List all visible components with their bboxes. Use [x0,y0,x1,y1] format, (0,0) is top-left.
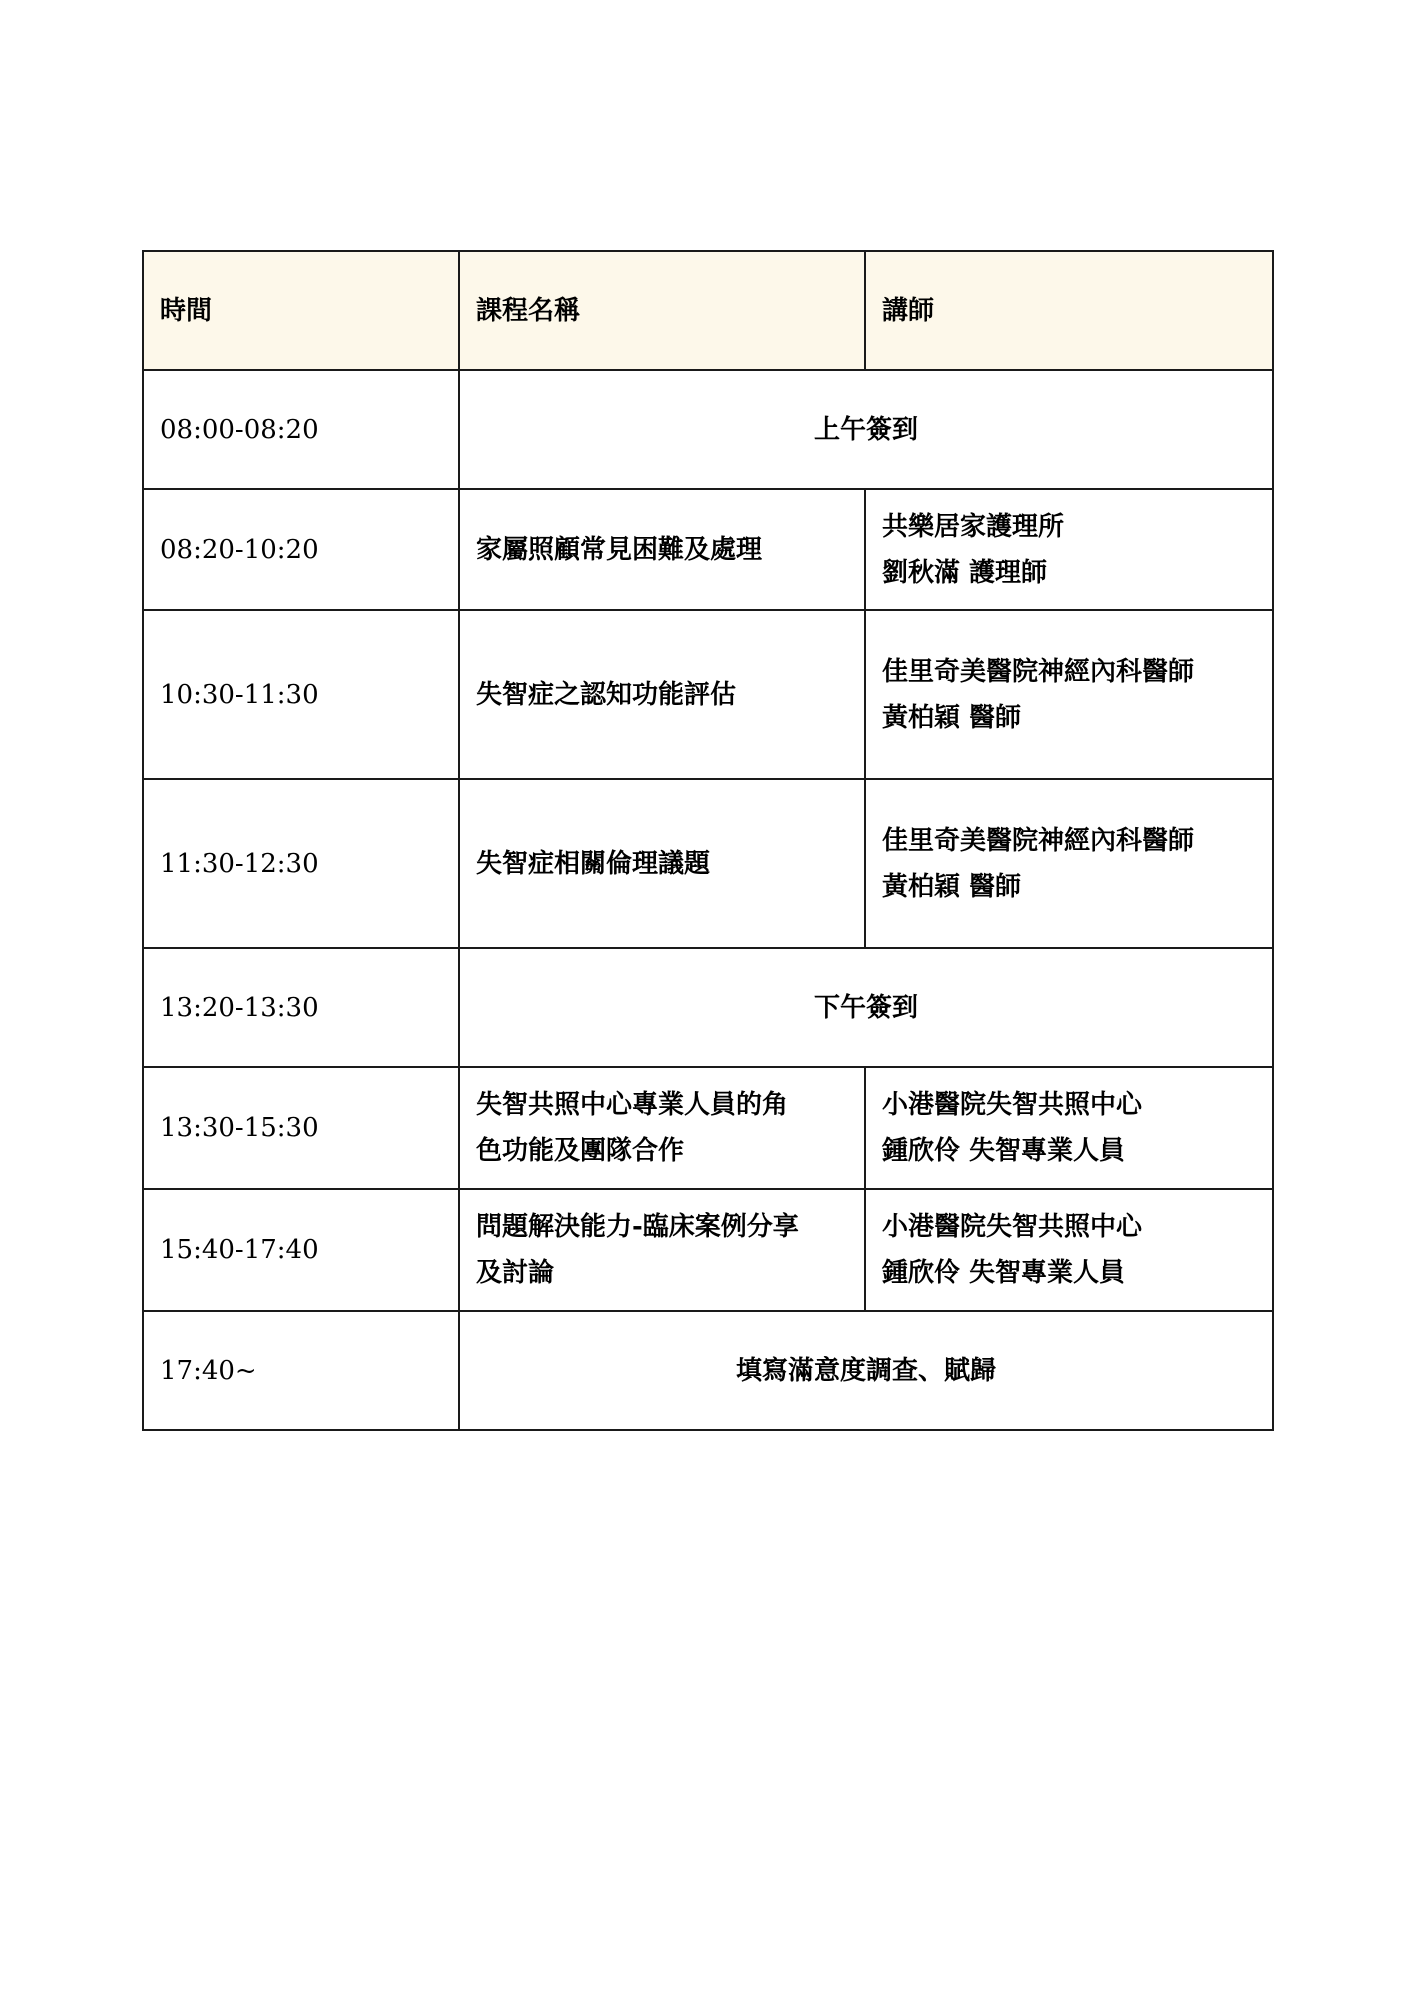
table-header-row [143,251,1273,370]
row-merged: 下午簽到 [459,948,1273,1067]
lecturer-line: 黃柏穎 醫師 [882,871,1022,902]
row-course [459,779,865,948]
row-time: 11:30-12:30 [143,779,459,948]
row-merged: 填寫滿意度調查、賦歸 [459,1311,1273,1430]
course-line: 失智共照中心專業人員的角 [476,1090,789,1120]
lecturer-line: 鍾欣伶 失智專業人員 [882,1136,1126,1166]
lecturer-line: 小港醫院失智共照中心 [882,1090,1143,1120]
table-row [143,1067,1273,1189]
table-row [143,1189,1273,1311]
row-time: 13:20-13:30 [143,948,459,1067]
lecturer-line: 共樂居家護理所 [882,511,1065,542]
row-time: 13:30-15:30 [143,1067,459,1189]
row-lecturer [865,1067,1273,1189]
table-row [143,489,1273,610]
table-row [143,610,1273,779]
course-line: 及討論 [476,1258,555,1288]
schedule-table [142,250,1274,1431]
row-time: 08:20-10:20 [143,489,459,610]
table-row [143,948,1273,1067]
row-lecturer [865,489,1273,610]
course-line: 失智症之認知功能評估 [476,679,737,710]
row-course [459,1189,865,1311]
row-lecturer [865,610,1273,779]
lecturer-line: 小港醫院失智共照中心 [882,1212,1143,1242]
row-lecturer [865,1189,1273,1311]
row-merged: 上午簽到 [459,370,1273,489]
row-course [459,1067,865,1189]
row-time: 17:40~ [143,1311,459,1430]
header-course: 課程名稱 [459,251,865,370]
course-line: 家屬照顧常見困難及處理 [476,534,763,565]
course-line: 失智症相關倫理議題 [476,848,711,879]
row-course [459,610,865,779]
course-line: 問題解決能力-臨床案例分享 [476,1212,799,1242]
row-course [459,489,865,610]
lecturer-line: 佳里奇美醫院神經內科醫師 [882,825,1195,856]
table-row [143,370,1273,489]
lecturer-line: 劉秋滿 護理師 [882,557,1048,588]
course-line: 色功能及團隊合作 [476,1136,685,1166]
lecturer-line: 鍾欣伶 失智專業人員 [882,1258,1126,1288]
table-row [143,1311,1273,1430]
header-lecturer: 講師 [865,251,1273,370]
row-time: 10:30-11:30 [143,610,459,779]
lecturer-line: 佳里奇美醫院神經內科醫師 [882,656,1195,687]
row-time: 15:40-17:40 [143,1189,459,1311]
row-lecturer [865,779,1273,948]
row-time: 08:00-08:20 [143,370,459,489]
table-row [143,779,1273,948]
header-time: 時間 [143,251,459,370]
lecturer-line: 黃柏穎 醫師 [882,702,1022,733]
